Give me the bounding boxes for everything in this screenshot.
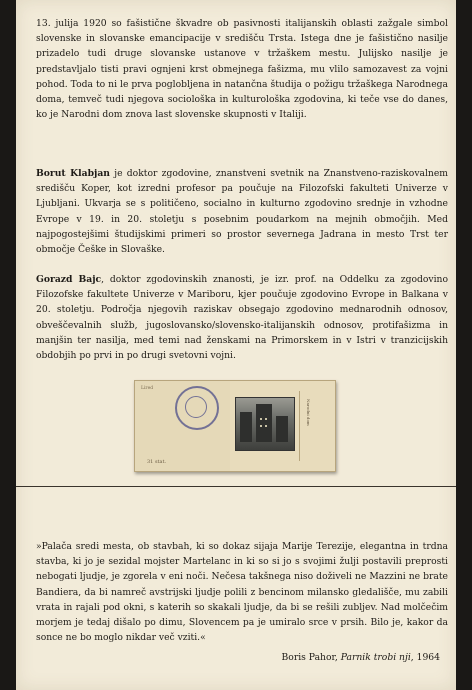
author1-name: Borut Klabjan — [36, 168, 110, 179]
building-shape — [240, 412, 252, 442]
quote-work-title: Parnik trobi nji — [340, 652, 411, 663]
quote-attribution — [282, 652, 440, 663]
quote-text: »Palača sredi mesta, ob stavbah, ki so dokaz sijaja Marije Terezije, elegantna in trdna stavba, ki jo je sezidal mojster Martelanc in ki so si jo s svojimi žulji postavili preprosti nebogati ljudje, je zgorela v eni noči. Nečesa takšnega niso doživeli ne Mazzini ne brate Bandiera, da bi namreč avstrijski ljudje polili z bencinom milansko gledališče, mu zabili vrata in rajali pod okni, s katerih so skakali ljudje, da bi se rešili zubljev. Nad molčečim morjem je tedaj dišalo po dimu, Slovencem pa je umiralo srce v prsih. Bilo je, kakor da sonce ne bo moglo nikdar več vziti.« — [36, 541, 448, 644]
window-shape — [265, 425, 267, 427]
author2-bio — [36, 272, 448, 363]
building-shape — [256, 404, 272, 442]
quote-block — [36, 539, 448, 645]
postmark-stamp — [175, 386, 219, 430]
narodni-dom-photo — [235, 397, 295, 451]
window-shape — [260, 425, 262, 427]
building-shape — [276, 416, 288, 442]
author2-name: Gorazd Bajc — [36, 274, 102, 285]
historic-ticket-image — [134, 380, 336, 472]
intro-paragraph — [36, 16, 448, 122]
ticket-label-top: Lired — [141, 386, 154, 391]
ticket-label-bottom: 31 stat. — [147, 459, 167, 465]
quote-author: Boris Pahor, — [281, 652, 341, 663]
ticket-side-panel — [299, 391, 328, 461]
window-shape — [260, 418, 262, 420]
author2-bio-text: , doktor zgodovinskih znanosti, je izr. prof. na Oddelku za zgodovino Filozofske fakultete Univerze v Mariboru, kjer poučuje zgodovino Evrope in Balkana v 20. stoletju. Področja njegovih raziskav obsegajo zgodovino mednarodnih odnosov, obveščevalnih služb, jugoslovansko/slovensko-italijanskih odnosov, protifašizma in manjšin ter nasilja, med temi nad ženskami na Primorskem in v Istri v tranzicijskih obdobjih po prvi in po drugi svetovni vojni. — [36, 274, 448, 362]
author1-bio — [36, 166, 448, 257]
author1-bio-text: je doktor zgodovine, znanstveni svetnik na Znanstveno-raziskovalnem središču Koper, kot izredni profesor pa poučuje na Filozofski fakulteti Univerze v Ljubljani. Ukvarja se s političeno, socialno in kulturno zgodovino srednje in vzhodne Evrope v 19. in 20. stoletju s posebnim poudarkom na mejnih območjih. Med najpogostejšimi študijskimi primeri so prostor severnega Jadrana in mesto Trst ter območje Češke in Slovaške. — [36, 168, 448, 256]
window-shape — [265, 418, 267, 420]
ticket-side-text: Narodni dom — [306, 399, 311, 426]
quote-year: , 1964 — [410, 652, 440, 663]
ticket-stub — [135, 381, 230, 471]
book-back-cover — [16, 0, 456, 690]
section-divider — [16, 486, 456, 487]
intro-text: 13. julija 1920 so fašistične škvadre ob pasivnosti italijanskih oblasti zažgale simbol slovenske in slovanske emancipacije v središču Trsta. Istega dne je fašistično nasilje prizadelo tudi druge slovanske ustanove v tržaškem mestu. Julijsko nasilje je predstavljalo tisti pravi ognjeni krst obmejnega fašizma, mu vlilo samozavest za vojni pohod. Toda to ni le prva poglobljena in natančna študija o požigu tržaškega Narodnega doma, temveč tudi njegova sociološka in kulturološka zgodovina, ki teče vse do danes, ko je Narodni dom znova last slovenske skupnosti v Italiji. — [36, 18, 448, 121]
